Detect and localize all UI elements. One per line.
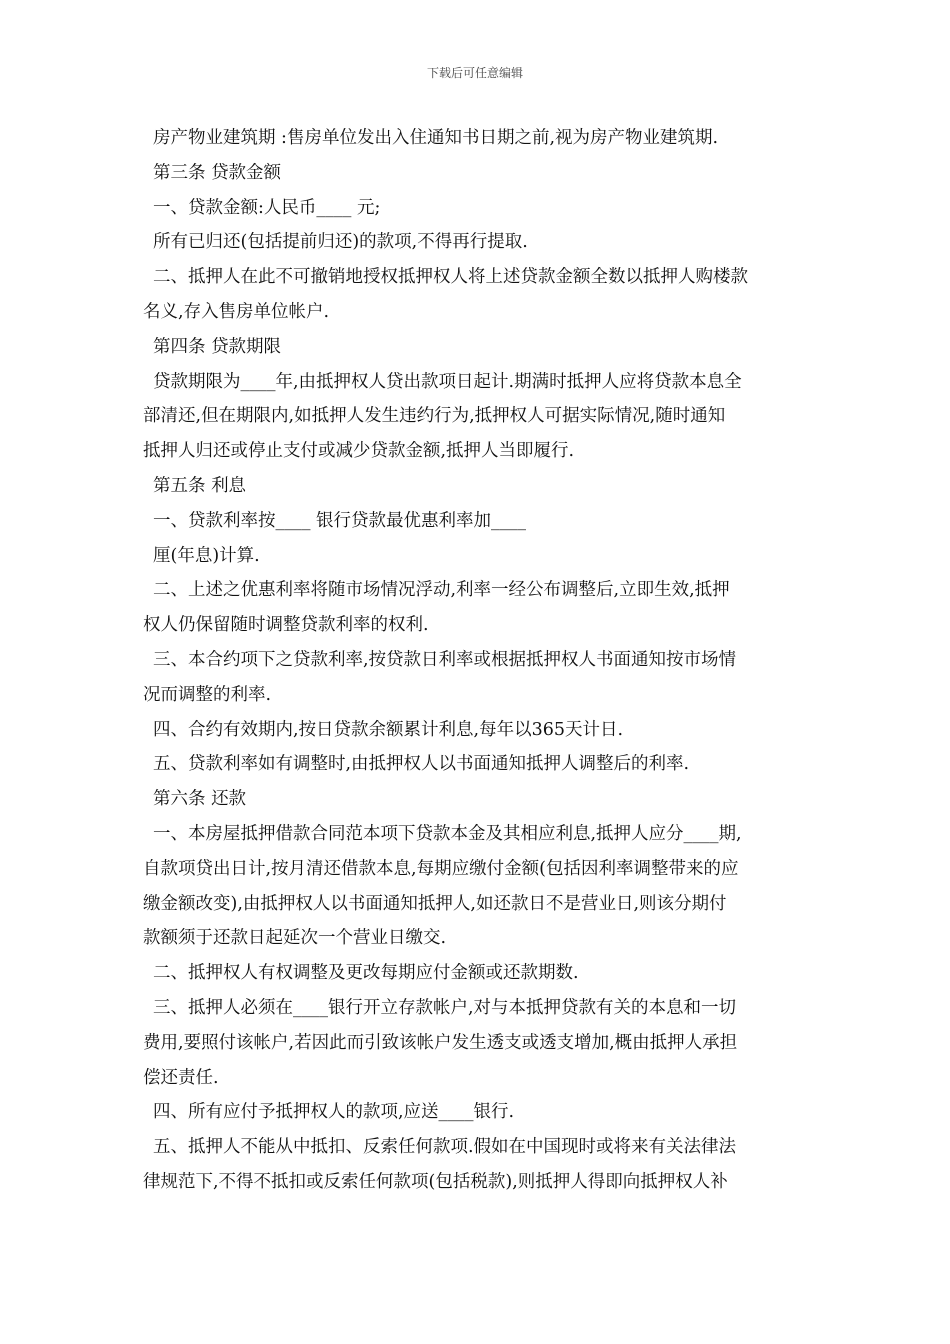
text-line: 厘(年息)计算. [153,545,260,566]
text-line: 二、抵押权人有权调整及更改每期应付金额或还款期数. [153,963,579,984]
text-line: 所有已归还(包括提前归还)的款项,不得再行提取. [153,232,528,253]
text-line: 四、合约有效期内,按日贷款余额累计利息,每年以365天计日. [153,719,624,740]
text-line: 一、本房屋抵押借款合同范本项下贷款本金及其相应利息,抵押人应分____期, [153,823,742,844]
text-line: 第三条 贷款金额 [153,162,282,183]
text-line: 律规范下,不得不抵扣或反索任何款项(包括税款),则抵押人得即向抵押权人补 [143,1171,728,1192]
text-line: 况而调整的利率. [143,684,272,705]
text-line: 第四条 贷款期限 [153,336,282,357]
text-line: 一、贷款金额:人民币____ 元; [153,197,381,218]
text-line: 贷款期限为____年,由抵押权人贷出款项日起计.期满时抵押人应将贷款本息全 [153,371,742,392]
text-line: 五、抵押人不能从中抵扣、反索任何款项.假如在中国现时或将来有关法律法 [153,1137,737,1158]
text-line: 费用,要照付该帐户,若因此而引致该帐户发生透支或透支增加,概由抵押人承担 [143,1032,738,1053]
text-line: 缴金额改变),由抵押权人以书面通知抵押人,如还款日不是营业日,则该分期付 [143,893,727,914]
text-line: 二、上述之优惠利率将随市场情况浮动,利率一经公布调整后,立即生效,抵押 [153,580,730,601]
page-header: 下载后可任意编辑 [426,66,523,80]
document-body [143,121,811,1200]
text-line: 三、抵押人必须在____银行开立存款帐户,对与本抵押贷款有关的本息和一切 [153,997,737,1018]
text-line: 三、本合约项下之贷款利率,按贷款日利率或根据抵押权人书面通知按市场情 [153,649,737,670]
text-line: 房产物业建筑期 :售房单位发出入住通知书日期之前,视为房产物业建筑期. [153,128,719,148]
text-line: 抵押人归还或停止支付或减少贷款金额,抵押人当即履行. [143,441,575,462]
text-line: 偿还责任. [143,1067,219,1088]
text-line: 第五条 利息 [153,475,247,496]
text-line: 二、抵押人在此不可撤销地授权抵押权人将上述贷款金额全数以抵押人购楼款 [153,267,748,288]
text-line: 自款项贷出日计,按月清还借款本息,每期应缴付金额(包括因利率调整带来的应 [143,858,739,879]
text-line: 权人仍保留随时调整贷款利率的权利. [143,615,429,636]
text-line: 第六条 还款 [153,789,247,810]
text-line: 款额须于还款日起延次一个营业日缴交. [143,928,447,949]
text-line: 四、所有应付予抵押权人的款项,应送____银行. [153,1102,515,1123]
text-line: 名义,存入售房单位帐户. [143,301,330,322]
text-line: 五、贷款利率如有调整时,由抵押权人以书面通知抵押人调整后的利率. [153,754,690,775]
text-line: 部清还,但在期限内,如抵押人发生违约行为,抵押权人可据实际情况,随时通知 [143,406,726,427]
text-line: 一、贷款利率按____ 银行贷款最优惠利率加____ [153,510,527,531]
